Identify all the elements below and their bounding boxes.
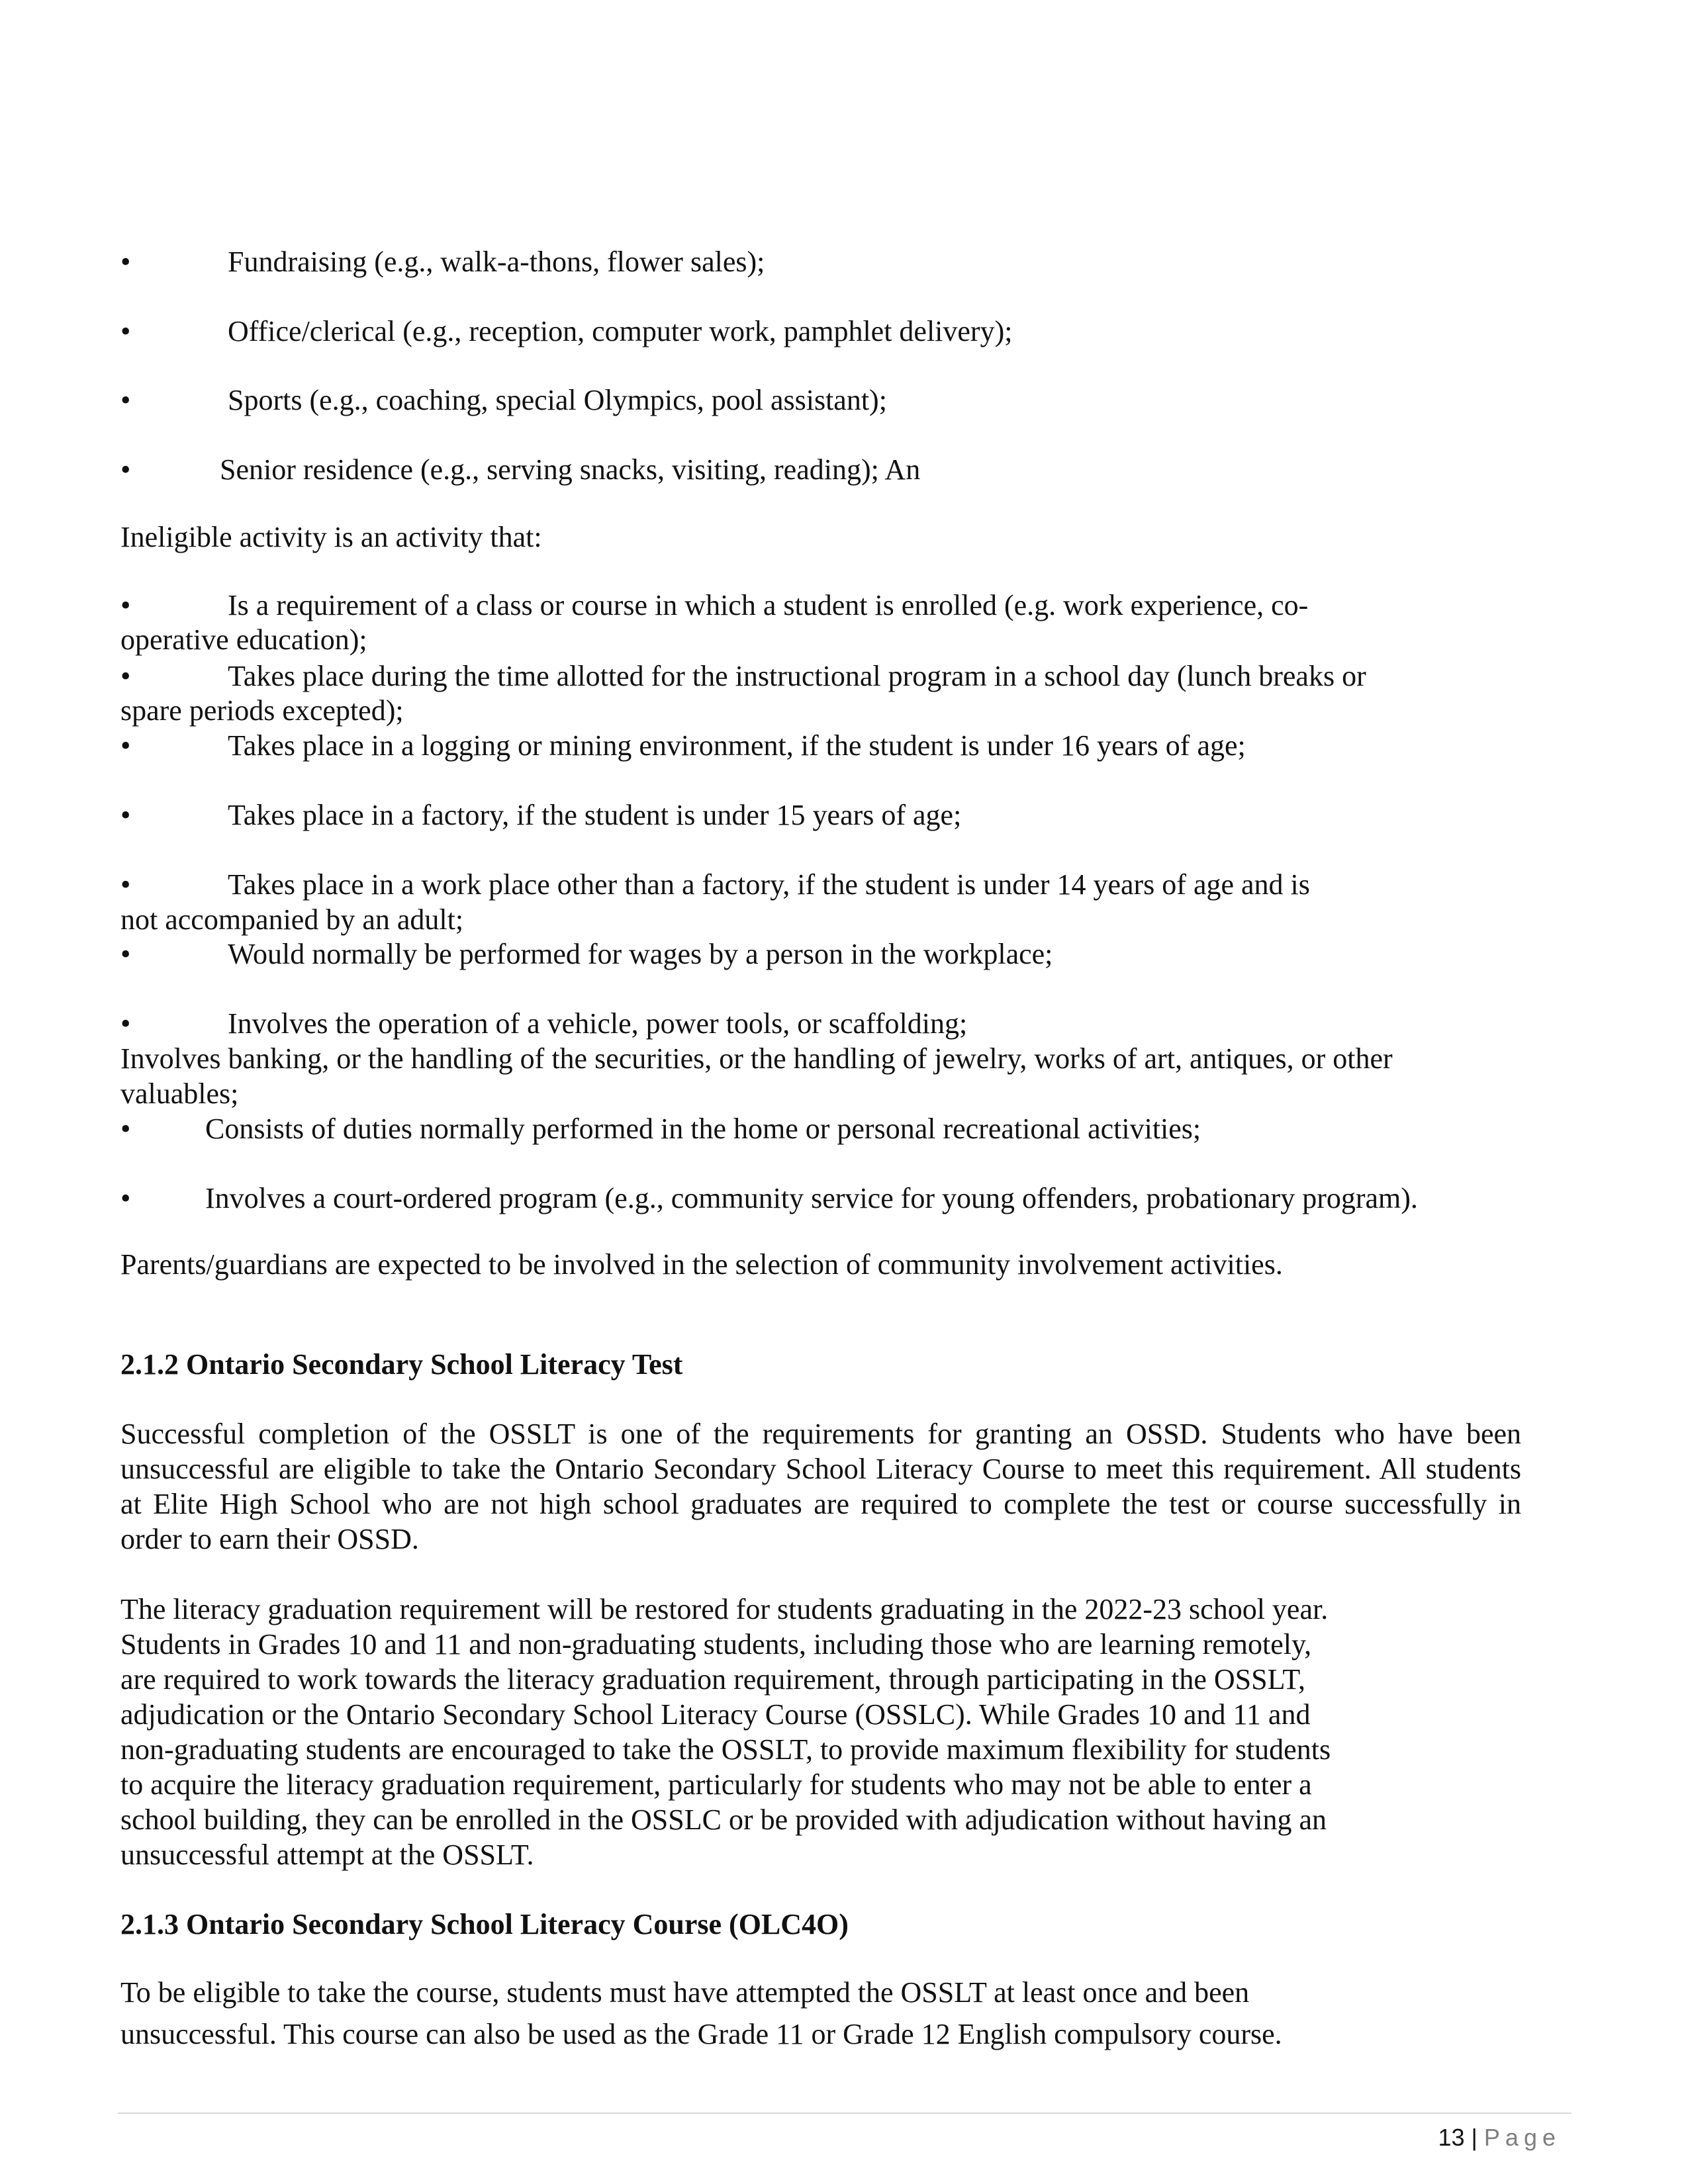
paragraph-line: unsuccessful attempt at the OSSLT. <box>120 1839 534 1871</box>
list-item-continuation: not accompanied by an adult; <box>120 903 464 936</box>
list-item: Fundraising (e.g., walk-a-thons, flower sales); <box>228 246 765 278</box>
bullet: • <box>120 1182 131 1214</box>
list-item: Involves the operation of a vehicle, power tools, or scaffolding; <box>228 1007 968 1040</box>
paragraph-line: are required to work towards the literacy graduation requirement, through participating in the OSSLT, <box>120 1663 1306 1696</box>
bullet: • <box>120 1007 131 1040</box>
bullet: • <box>120 315 131 347</box>
footer-divider <box>118 2113 1571 2114</box>
list-item: Takes place in a logging or mining environment, if the student is under 16 years of age; <box>228 729 1246 762</box>
bullet: • <box>120 1113 131 1145</box>
paragraph-line: at Elite High School who are not high school graduates are required to complete the test or course successfully in <box>120 1488 1521 1520</box>
list-item-continuation: Involves banking, or the handling of the securities, or the handling of jewelry, works of art, antiques, or other <box>120 1042 1393 1075</box>
page-footer <box>1438 2126 1561 2150</box>
list-item: Consists of duties normally performed in the home or personal recreational activities; <box>205 1113 1201 1145</box>
bullet: • <box>120 589 131 621</box>
paragraph-line: unsuccessful are eligible to take the Ontario Secondary School Literacy Course to meet this requirement. All students <box>120 1453 1521 1485</box>
bullet: • <box>120 453 131 486</box>
list-item: Sports (e.g., coaching, special Olympics, pool assistant); <box>228 384 887 416</box>
ineligible-intro: Ineligible activity is an activity that: <box>120 521 542 553</box>
list-item: Is a requirement of a class or course in which a student is enrolled (e.g. work experience, co- <box>228 589 1309 621</box>
list-item: Involves a court-ordered program (e.g., community service for young offenders, probationary program). <box>205 1182 1418 1214</box>
paragraph-line: Students in Grades 10 and 11 and non-graduating students, including those who are learning remotely, <box>120 1628 1312 1661</box>
list-item: Takes place in a factory, if the student is under 15 years of age; <box>228 799 962 831</box>
footer-separator: | <box>1471 2124 1477 2151</box>
list-item: Takes place in a work place other than a factory, if the student is under 14 years of age and is <box>228 868 1310 901</box>
page-label: Page <box>1483 2124 1561 2151</box>
list-item: Office/clerical (e.g., reception, computer work, pamphlet delivery); <box>228 315 1013 347</box>
paragraph-line: The literacy graduation requirement will be restored for students graduating in the 2022-23 school year. <box>120 1593 1329 1625</box>
list-item: Takes place during the time allotted for the instructional program in a school day (lunch breaks or <box>228 660 1366 692</box>
bullet: • <box>120 246 131 278</box>
bullet: • <box>120 384 131 416</box>
paragraph-line: adjudication or the Ontario Secondary School Literacy Course (OSSLC). While Grades 10 and 11 and <box>120 1698 1311 1731</box>
paragraph-line: non-graduating students are encouraged to take the OSSLT, to provide maximum flexibility for students <box>120 1733 1331 1766</box>
paragraph-line: order to earn their OSSD. <box>120 1523 419 1555</box>
section-heading: 2.1.2 Ontario Secondary School Literacy Test <box>120 1348 683 1381</box>
bullet: • <box>120 868 131 901</box>
bullet: • <box>120 799 131 831</box>
list-item-continuation: operative education); <box>120 623 367 656</box>
paragraph-line: unsuccessful. This course can also be used as the Grade 11 or Grade 12 English compulsory course. <box>120 2018 1282 2050</box>
paragraph-line: Successful completion of the OSSLT is one of the requirements for granting an OSSD. Students who have been <box>120 1418 1521 1450</box>
list-item-continuation: spare periods excepted); <box>120 694 404 727</box>
bullet: • <box>120 938 131 970</box>
list-item-continuation: valuables; <box>120 1077 239 1110</box>
list-item: Senior residence (e.g., serving snacks, visiting, reading); An <box>220 453 921 486</box>
page-number: 13 <box>1438 2124 1465 2151</box>
list-item: Would normally be performed for wages by a person in the workplace; <box>228 938 1053 970</box>
paragraph-line: to acquire the literacy graduation requirement, particularly for students who may not be able to enter a <box>120 1768 1312 1801</box>
parents-note: Parents/guardians are expected to be involved in the selection of community involvement activities. <box>120 1248 1283 1281</box>
paragraph-line: school building, they can be enrolled in the OSSLC or be provided with adjudication without having an <box>120 1803 1327 1836</box>
paragraph-line: To be eligible to take the course, students must have attempted the OSSLT at least once and been <box>120 1976 1250 2009</box>
bullet: • <box>120 660 131 692</box>
section-heading: 2.1.3 Ontario Secondary School Literacy Course (OLC4O) <box>120 1908 849 1940</box>
bullet: • <box>120 729 131 762</box>
